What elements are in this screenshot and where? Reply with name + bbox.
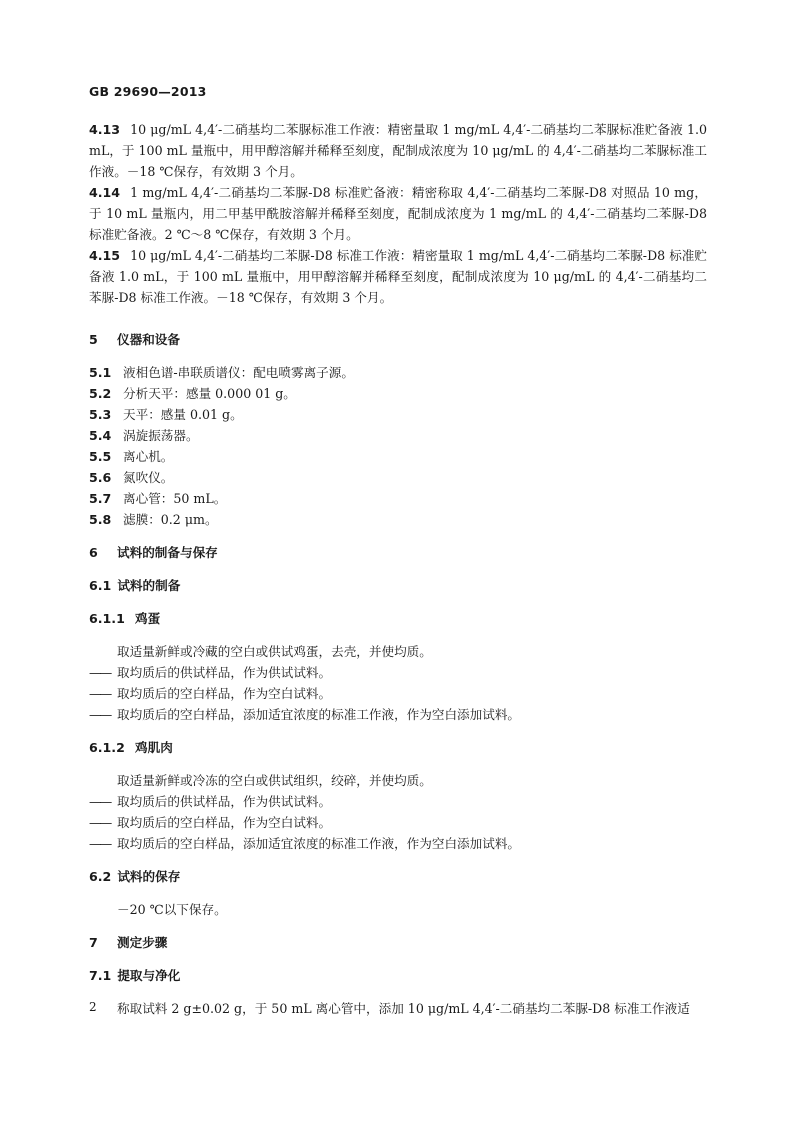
extraction-text: 称取试料 2 g±0.02 g，于 50 mL 离心管中，添加 10 μg/mL 4,4′-二硝基均二苯脲-D8 标准工作液适 bbox=[117, 1001, 690, 1016]
page-number: 2 bbox=[89, 1000, 97, 1014]
chicken-dash-item: —— 取均质后的供试样品，作为供试试料。 bbox=[89, 794, 332, 809]
section-6-1-2-heading: 6.1.2 鸡肌肉 bbox=[89, 740, 173, 755]
section-6-1-heading: 6.1 试料的制备 bbox=[89, 578, 181, 593]
egg-dash-item: —— 取均质后的供试样品，作为供试试料。 bbox=[89, 665, 332, 680]
clause-4-13: 4.13 10 μg/mL 4,4′-二硝基均二苯脲标准工作液：精密量取 1 mg/mL 4,4′-二硝基均二苯脲标准贮备液 1.0 mL，于 100 mL 量瓶中，用甲醇溶解并稀释至刻度，配制成浓度为 10 μg/mL 的 4,4′-二硝基均二苯脲标准工作液。－18 ℃保存，有效期 3 个月。 bbox=[89, 122, 707, 179]
section-5-heading: 5 仪器和设备 bbox=[89, 332, 180, 347]
item-5-3: 5.3 天平：感量 0.01 g。 bbox=[89, 407, 243, 422]
section-7-1-heading: 7.1 提取与净化 bbox=[89, 968, 181, 983]
chicken-intro: 取适量新鲜或冷冻的空白或供试组织，绞碎，并使均质。 bbox=[117, 773, 432, 788]
item-5-8: 5.8 滤膜：0.2 μm。 bbox=[89, 512, 218, 527]
item-5-1: 5.1 液相色谱-串联质谱仪：配电喷雾离子源。 bbox=[89, 365, 354, 380]
egg-dash-item: —— 取均质后的空白样品，作为空白试料。 bbox=[89, 686, 332, 701]
clause-4-14: 4.14 1 mg/mL 4,4′-二硝基均二苯脲-D8 标准贮备液：精密称取 4,4′-二硝基均二苯脲-D8 对照品 10 mg，于 10 mL 量瓶内，用二甲基甲酰胺溶解并稀释至刻度，配制成浓度为 1 mg/mL 的 4,4′-二硝基均二苯脲-D8 标准贮备液。2 ℃～8 ℃保存，有效期 3 个月。 bbox=[89, 185, 707, 242]
egg-intro: 取适量新鲜或冷藏的空白或供试鸡蛋，去壳，并使均质。 bbox=[117, 644, 432, 659]
chicken-dash-item: —— 取均质后的空白样品，添加适宜浓度的标准工作液，作为空白添加试料。 bbox=[89, 836, 520, 851]
item-5-5: 5.5 离心机。 bbox=[89, 449, 174, 464]
item-5-2: 5.2 分析天平：感量 0.000 01 g。 bbox=[89, 386, 296, 401]
section-7-heading: 7 测定步骤 bbox=[89, 935, 168, 950]
section-6-heading: 6 试料的制备与保存 bbox=[89, 545, 218, 560]
storage-text: －20 ℃以下保存。 bbox=[117, 902, 227, 917]
section-6-2-heading: 6.2 试料的保存 bbox=[89, 869, 181, 884]
document-body bbox=[89, 119, 707, 1019]
egg-dash-item: —— 取均质后的空白样品，添加适宜浓度的标准工作液，作为空白添加试料。 bbox=[89, 707, 520, 722]
section-6-1-1-heading: 6.1.1 鸡蛋 bbox=[89, 611, 161, 626]
chicken-dash-item: —— 取均质后的空白样品，作为空白试料。 bbox=[89, 815, 332, 830]
item-5-7: 5.7 离心管：50 mL。 bbox=[89, 491, 227, 506]
clause-4-15: 4.15 10 μg/mL 4,4′-二硝基均二苯脲-D8 标准工作液：精密量取 1 mg/mL 4,4′-二硝基均二苯脲-D8 标准贮备液 1.0 mL，于 100 mL 量瓶中，用甲醇溶解并稀释至刻度，配制成浓度为 10 μg/mL 的 4,4′-二硝基均二苯脲-D8 标准工作液。－18 ℃保存，有效期 3 个月。 bbox=[89, 248, 707, 305]
item-5-6: 5.6 氮吹仪。 bbox=[89, 470, 174, 485]
item-5-4: 5.4 涡旋振荡器。 bbox=[89, 428, 199, 443]
standard-number-header: GB 29690—2013 bbox=[89, 84, 207, 99]
